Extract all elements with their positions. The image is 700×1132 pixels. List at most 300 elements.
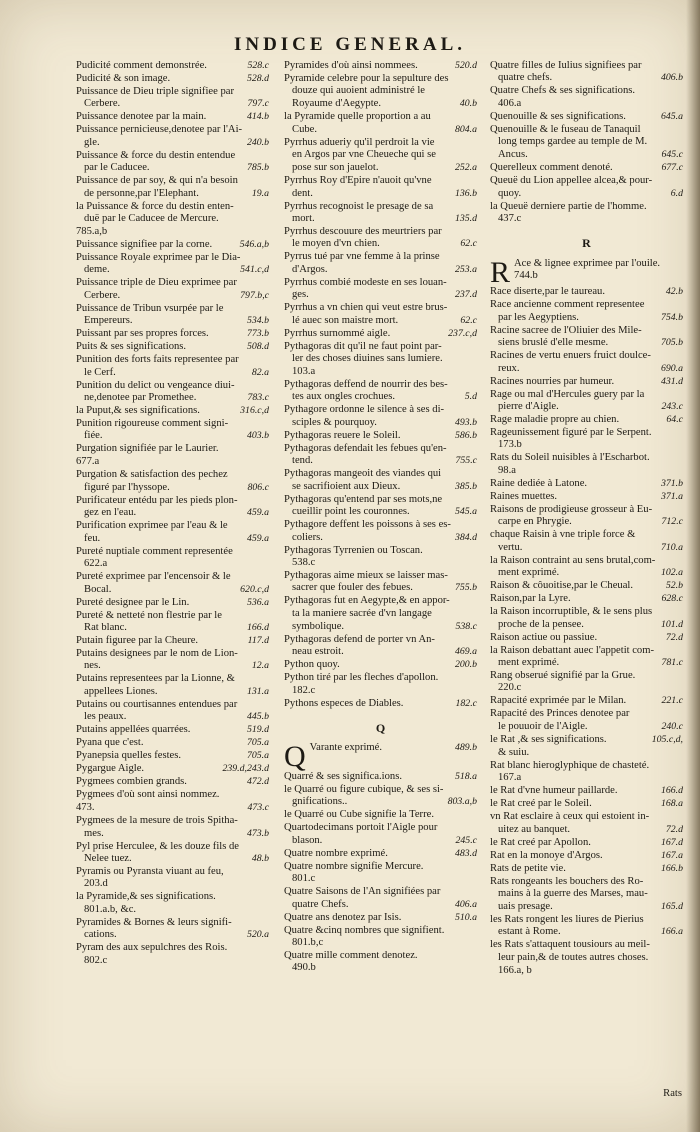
index-entry [284, 366, 477, 378]
entry-continuation: Rat blanc. 166.d [84, 621, 269, 633]
index-entry [490, 798, 683, 810]
index-entry [284, 430, 477, 442]
entry-continuation: 182.c [292, 684, 316, 696]
index-entry [284, 341, 477, 366]
entry-continuation: gnifications.. 803.a,b [292, 796, 477, 808]
index-entry [284, 251, 477, 276]
page-reference: 168.a [660, 798, 683, 810]
page-reference: 520.d [454, 60, 477, 71]
entry-text: Puits & ses significations. [76, 341, 187, 353]
index-entry [76, 789, 269, 801]
index-entry [76, 380, 269, 405]
entry-text: la Raison incorruptible, & le sens plus [490, 606, 653, 618]
page-reference: 403.b [246, 430, 269, 442]
entry-continuation: vertu. 710.a [498, 541, 683, 553]
index-entry [284, 784, 477, 809]
entry-text: Raison & côuoitise,par le Cheual. [490, 580, 633, 592]
entry-continuation: 622.a [84, 558, 108, 570]
entry-text: Pureté nuptiale comment representée [76, 545, 233, 557]
page-reference: 42.b [665, 286, 683, 298]
entry-text: Querelleux comment denoté. [490, 162, 613, 174]
index-entry [284, 73, 477, 98]
section-letter-q: Q [375, 720, 386, 735]
entry-text: Punition du delict ou vengeance diui- [76, 379, 235, 391]
entry-text: Quenouille & le fuseau de Tanaquil [490, 123, 641, 135]
entry-text: Rage ou mal d'Hercules guery par la [490, 388, 645, 400]
page-reference: 52.b [665, 580, 683, 592]
page-reference: 62.c [460, 314, 477, 326]
entry-text: Raisons de prodigieuse grosseur à Eu- [490, 503, 653, 515]
index-entry [76, 456, 269, 468]
entry-text: Purificateur entédu par les pieds plon- [76, 494, 238, 506]
entry-continuation: mort. 135.d [292, 213, 477, 225]
page-reference: 384.d [454, 531, 477, 543]
entry-text: Pyana que c'est. [76, 737, 144, 749]
index-entry [284, 379, 477, 404]
entry-continuation: long temps gardee au temple de M. [498, 136, 648, 148]
entry-text: Quatre Saisons de l'An signifiées par [284, 886, 441, 898]
entry-continuation: 437.c [498, 213, 522, 225]
entry-text: Puissance & force du destin entendue [76, 149, 236, 161]
index-entry [284, 698, 477, 710]
page-reference: 166.a [660, 926, 683, 938]
entry-text: Ancus. [498, 149, 528, 161]
entry-text: Pureté & netteté non flestrie par le [76, 609, 222, 621]
entry-text: Pyrrhus combié modeste en ses louan- [284, 276, 447, 288]
entry-continuation: ta la maniere sacrée d'vn langage [292, 607, 432, 619]
entry-text: Pyrrhus Roy d'Epire n'auoit qu'vne [284, 175, 432, 187]
entry-continuation: 802.c [84, 954, 108, 966]
entry-text: Puissance triple de Dieu exprimee par [76, 277, 237, 289]
page-reference: 677.c [661, 162, 683, 174]
index-entry [490, 162, 683, 174]
index-entry [490, 85, 683, 110]
entry-text: le Rat ,& ses significations. [490, 733, 607, 745]
index-entry [76, 942, 269, 967]
entry-text: la Pyramide quelle proportion a au [284, 111, 431, 123]
index-entry [284, 621, 477, 633]
entry-text: Quatre nombre exprimé. [284, 847, 388, 859]
page-reference: 459.a [246, 507, 269, 519]
catchword: Rats [663, 1088, 682, 1099]
page-reference: 48.b [251, 852, 269, 864]
entry-text: vn Rat esclaire à ceux qui estoient in- [490, 811, 650, 823]
index-entry [284, 519, 477, 544]
page-reference: 586.b [454, 429, 477, 441]
index-entry [76, 841, 269, 866]
entry-continuation: 801.b,c [292, 936, 324, 948]
entry-text: Puissance Royale exprimee par le Dia- [76, 252, 241, 264]
entry-continuation: 173.b [498, 439, 522, 451]
entry-continuation: 801.c [292, 873, 316, 885]
index-entry [284, 175, 477, 200]
entry-text: Pythagoras fut en Aegypte,& en appor- [284, 595, 450, 607]
page-reference: 469.a [454, 646, 477, 658]
page-reference: 783.c [247, 392, 269, 404]
entry-text: Rat en la monoye d'Argos. [490, 849, 603, 861]
index-entry [490, 901, 683, 913]
entry-continuation: ment exprimé. 781.c [498, 656, 683, 668]
page-reference: 705.b [660, 337, 683, 349]
index-entry [284, 443, 477, 468]
entry-continuation: neau estroit. 469.a [292, 646, 477, 658]
entry-text: Pyrrhus a vn chien qui veut estre brus- [284, 302, 448, 314]
entry-text: Putains ou courtisannes entendues par [76, 698, 238, 710]
page-reference: 166.b [660, 862, 683, 874]
entry-continuation: coliers. 384.d [292, 531, 477, 543]
entry-continuation: 490.b [292, 962, 316, 974]
entry-continuation: lé auec son maistre mort. 62.c [292, 314, 477, 326]
index-entry [490, 850, 683, 862]
entry-continuation: Cube. 804.a [292, 123, 477, 135]
page-reference: 628.c [661, 593, 683, 605]
page-reference: 245.c [455, 834, 477, 846]
entry-text: Putains representees par la Lionne, & [76, 673, 235, 685]
page-reference: 166.d [246, 621, 269, 633]
index-entry [490, 286, 683, 298]
page-reference: 645.a [660, 110, 683, 122]
index-entry [76, 443, 269, 455]
index-entry [490, 376, 683, 388]
entry-continuation: reux. 690.a [498, 362, 683, 374]
entry-text: Pyramides & Bornes & leurs signifi- [76, 916, 232, 928]
entry-continuation: nes. 12.a [84, 660, 269, 672]
index-entry [490, 299, 683, 324]
entry-text: la Puput,& ses significations. [76, 405, 200, 417]
page-reference: 221.c [661, 695, 683, 707]
entry-text: Puissant par ses propres forces. [76, 328, 209, 340]
entry-text: Queuë du Lion appellee alcea,& pour- [490, 175, 653, 187]
index-entry [490, 593, 683, 605]
index-entry [490, 939, 683, 964]
index-entry [76, 252, 269, 277]
index-entry [490, 149, 683, 161]
page-reference: 240.b [246, 136, 269, 148]
index-entry [490, 695, 683, 707]
entry-continuation: d'Argos. 253.a [292, 263, 477, 275]
index-entry [490, 255, 683, 289]
index-entry [76, 150, 269, 175]
index-entry [284, 162, 477, 174]
page-reference: 645.c [661, 149, 683, 161]
entry-text: Punition rigoureuse comment signi- [76, 418, 229, 430]
page-reference: 785.b [246, 162, 269, 174]
index-entry [76, 469, 269, 494]
entry-continuation: de personne,par l'Elephant. 19.a [84, 187, 269, 199]
entry-text: Putains appellées quarrées. [76, 724, 191, 736]
entry-continuation: ges. 237.d [292, 289, 477, 301]
index-entry [76, 802, 269, 814]
page-reference: 528.c [247, 60, 269, 71]
entry-continuation: le moyen d'vn chien. 62.c [292, 238, 477, 250]
entry-continuation: Cerbere. 797.b,c [84, 289, 269, 301]
index-entry [76, 341, 269, 353]
index-entry [76, 750, 269, 762]
page-reference: 755.c [455, 455, 477, 467]
index-entry [490, 529, 683, 554]
index-entry [76, 917, 269, 942]
page-reference: 804.a [454, 123, 477, 135]
page-reference: 406.a [454, 898, 477, 910]
entry-continuation: pierre d'Aigle. 243.c [498, 401, 683, 413]
entry-text: Puissance signifiee par la corne. [76, 239, 213, 251]
index-entry [490, 325, 683, 350]
entry-text: Pythagoras deffend de nourrir des bes- [284, 379, 448, 391]
entry-text: le Rat creé par le Soleil. [490, 798, 592, 810]
index-entry [490, 734, 683, 746]
page-reference: 239.d,243.d [222, 763, 269, 775]
entry-text: Pyl prise Herculee, & les douze fils de [76, 840, 239, 852]
page-reference: 167.a [660, 849, 683, 861]
entry-continuation: ment exprimé. 102.a [498, 567, 683, 579]
index-entry [76, 724, 269, 736]
index-entry [284, 925, 477, 950]
entry-text: Quenouille & ses significations. [490, 110, 626, 122]
entry-continuation: figuré par l'hyssope. 806.c [84, 481, 269, 493]
index-entry [284, 886, 477, 911]
page-reference: 508.d [246, 341, 269, 353]
entry-text: Pureté exprimee par l'encensoir & le [76, 571, 231, 583]
page-reference: 6.d [670, 187, 683, 199]
page-reference: 528.d [246, 73, 269, 84]
index-entry [490, 389, 683, 414]
entry-text: Raison actiue ou passiue. [490, 631, 598, 643]
index-entry [76, 571, 269, 596]
page-reference: 243.c [661, 401, 683, 413]
entry-text: pose sur son jauelot. [292, 162, 379, 174]
entry-text: les Rats s'attaquent tousiours au meil- [490, 939, 650, 951]
index-entry [76, 737, 269, 749]
entry-continuation: feu. 459.a [84, 532, 269, 544]
entry-continuation: quoy. 6.d [498, 187, 683, 199]
entry-continuation: ne,denotee par Promethee. 783.c [84, 392, 269, 404]
entry-continuation: cations. 520.a [84, 929, 269, 941]
page-reference: 105.c,d, [651, 733, 683, 745]
entry-continuation: tend. 755.c [292, 455, 477, 467]
index-entry [284, 659, 477, 671]
entry-text: Quartodecimans portoit l'Aigle pour [284, 822, 438, 834]
entry-continuation: Empereurs. 534.b [84, 315, 269, 327]
entry-continuation: 98.a [498, 464, 516, 476]
index-entry [490, 837, 683, 849]
entry-text: Rats rongeants les bouchers des Ro- [490, 875, 644, 887]
section-letter-r: R [582, 236, 591, 251]
entry-text: chaque Raisin à vne triple force & [490, 529, 636, 541]
entry-text: Putain figuree par la Cheure. [76, 634, 199, 646]
index-entry [76, 73, 269, 85]
index-entry [284, 950, 477, 975]
page-reference: 406.b [660, 72, 683, 84]
index-entry [284, 771, 477, 783]
entry-continuation: se sacrifioient aux Dieux. 385.b [292, 480, 477, 492]
entry-continuation: sciples & pourquoy. 493.b [292, 416, 477, 428]
page-reference: 414.b [246, 111, 269, 123]
page-reference: 136.b [454, 187, 477, 199]
entry-text: Python tiré par les fleches d'apollon. [284, 672, 439, 684]
index-entry [284, 98, 477, 110]
entry-continuation: fiée. 403.b [84, 430, 269, 442]
entry-continuation: Cerbere. 797.c [84, 98, 269, 110]
index-entry [490, 606, 683, 631]
entry-text: Purgation & satisfaction des pechez [76, 469, 228, 481]
entry-continuation: sacrer que fouler des febues. 755.b [292, 582, 477, 594]
page-reference: 483.d [454, 847, 477, 859]
page-reference: 445.b [246, 711, 269, 723]
entry-text: Pyrrhus surnommé aigle. [284, 327, 391, 339]
entry-text: uais presage. [498, 900, 553, 912]
index-entry [76, 891, 269, 916]
page-reference: 240.c [661, 720, 683, 732]
entry-text: Pyrrhus recognoist le presage de sa [284, 200, 434, 212]
page-reference: 237.c,d [448, 327, 477, 339]
page-reference: 5.d [464, 391, 477, 403]
entry-text: Quatre &cinq nombres que signifient. [284, 924, 445, 936]
page-reference: 797.b,c [240, 289, 269, 301]
entry-text: Pythagoras qu'entend par ses mots,ne [284, 493, 443, 505]
index-entry [76, 815, 269, 840]
entry-text: Pygargue Aigle. [76, 763, 145, 775]
entry-text: Pyrrhus descouure des meurtriers par [284, 226, 442, 238]
entry-continuation: 220.c [498, 682, 522, 694]
entry-text: Royaume d'Aegypte. [292, 98, 381, 110]
entry-text: Quatre nombre signifie Mercure. [284, 860, 424, 872]
page-reference: 101.d [660, 618, 683, 630]
index-entry [76, 239, 269, 251]
index-entry [76, 418, 269, 443]
entry-text: Racines de vertu enuers fruict doulce- [490, 350, 651, 362]
index-entry [490, 965, 683, 977]
page-reference: 538.c [455, 620, 477, 632]
index-entry [76, 111, 269, 123]
page-reference: 546.a,b [239, 239, 269, 251]
entry-text: Rageunissement figuré par le Serpent. [490, 427, 652, 439]
index-entry [76, 495, 269, 520]
index-entry [490, 175, 683, 200]
index-entry [76, 776, 269, 788]
page-reference: 316.c,d [240, 405, 269, 417]
index-entry [284, 634, 477, 659]
index-entry [490, 863, 683, 875]
entry-text: Rats de petite vie. [490, 862, 566, 874]
index-entry [284, 137, 477, 162]
index-entry [284, 545, 477, 570]
index-entry [284, 494, 477, 519]
page-reference: 520.a [246, 929, 269, 941]
entry-continuation: 203.d [84, 878, 108, 890]
index-entry [284, 595, 477, 620]
entry-text: Rats du Soleil nuisibles à l'Escharbot. [490, 452, 650, 464]
index-entry [76, 175, 269, 200]
page-reference: 72.d [665, 823, 683, 835]
page-reference: 620.c,d [240, 583, 269, 595]
entry-continuation: quatre Chefs. 406.a [292, 898, 477, 910]
entry-text: Pythagore deffent les poissons à ses es- [284, 519, 451, 531]
entry-text: Quatre mille comment denotez. [284, 949, 418, 961]
entry-text: la Raison contraint au sens brutal,com- [490, 554, 656, 566]
page-reference: 545.a [454, 506, 477, 518]
index-entry [284, 822, 477, 847]
page-reference: 72.d [665, 631, 683, 643]
page-reference: 431.d [660, 375, 683, 387]
index-entry [490, 60, 683, 85]
entry-text: Quarré & ses significa.ions. [284, 770, 402, 782]
index-entry [76, 546, 269, 571]
page-reference: 371.b [660, 477, 683, 489]
index-entry [76, 354, 269, 379]
entry-text: Pureté designee par le Lin. [76, 596, 190, 608]
entry-text: Pyramides d'où ainsi nommees. [284, 60, 418, 71]
index-entry [284, 468, 477, 493]
index-entry [284, 848, 477, 860]
entry-text: Putains designees par le nom de Lion- [76, 647, 238, 659]
index-entry [76, 866, 269, 891]
page-reference: 167.d [660, 836, 683, 848]
page-reference: 541.c,d [240, 264, 269, 276]
page-header: INDICE GENERAL. [233, 34, 467, 55]
page-reference: 534.b [246, 315, 269, 327]
entry-text: Raines muettes. [490, 490, 558, 502]
entry-text: Python quoy. [284, 659, 340, 671]
entry-text: Rapacité exprimée par le Milan. [490, 695, 627, 707]
entry-text: 677.a [76, 456, 100, 468]
index-entry [490, 785, 683, 797]
page-reference: 165.d [660, 900, 683, 912]
page-reference: 200.b [454, 659, 477, 671]
index-entry [76, 277, 269, 302]
entry-text: Pygmees de la mesure de trois Spitha- [76, 815, 238, 827]
entry-text: Race ancienne comment representee [490, 299, 645, 311]
entry-text: Puissance de par soy, & qui n'a besoin [76, 175, 238, 187]
index-entry [76, 201, 269, 226]
entry-text: Pythagoras defendait les febues qu'en- [284, 442, 447, 454]
entry-continuation: 406.a [498, 97, 522, 109]
drop-cap-letter: Q [284, 740, 306, 774]
entry-continuation: les peaux. 445.b [84, 711, 269, 723]
index-column-1 [76, 60, 269, 968]
page-reference: 712.c [661, 516, 683, 528]
entry-text: Varante exprimé. [309, 742, 383, 754]
entry-text: Pudicité & son image. [76, 73, 171, 84]
page-reference: 459.a [246, 532, 269, 544]
index-column-3 [490, 60, 683, 978]
entry-text: Pygmees d'où sont ainsi nommez. [76, 789, 220, 801]
entry-continuation: tes aux ongles crochues. 5.d [292, 391, 477, 403]
index-entry [76, 699, 269, 724]
entry-text: symbolique. [292, 620, 345, 632]
entry-continuation: le Cerf. 82.a [84, 366, 269, 378]
index-column-2 [284, 60, 477, 975]
index-entry [284, 404, 477, 429]
entry-text: Quatre filles de Iulius signifiees par [490, 60, 642, 71]
page-reference: 82.a [251, 366, 269, 378]
entry-text: Pythagoras aime mieux se laisser mas- [284, 569, 448, 581]
entry-text: Pythons especes de Diables. [284, 697, 404, 709]
entry-text: Racines nourries par humeur. [490, 375, 615, 387]
page-reference: 472.d [246, 776, 269, 788]
index-entry [76, 226, 269, 238]
entry-text: la Queuë derniere partie de l'homme. [490, 200, 647, 212]
entry-text: la Pyramide,& ses significations. [76, 891, 216, 903]
entry-continuation: en Argos par vne Cheueche qui se [292, 149, 436, 161]
entry-continuation: uitez au banquet. 72.d [498, 823, 683, 835]
page-reference: 385.b [454, 480, 477, 492]
index-entry [490, 645, 683, 670]
index-entry [76, 673, 269, 698]
entry-continuation: 538.c [292, 556, 316, 568]
entry-text: Raison,par la Lyre. [490, 593, 571, 605]
index-entry [76, 60, 269, 72]
page-reference: 131.a [246, 685, 269, 697]
